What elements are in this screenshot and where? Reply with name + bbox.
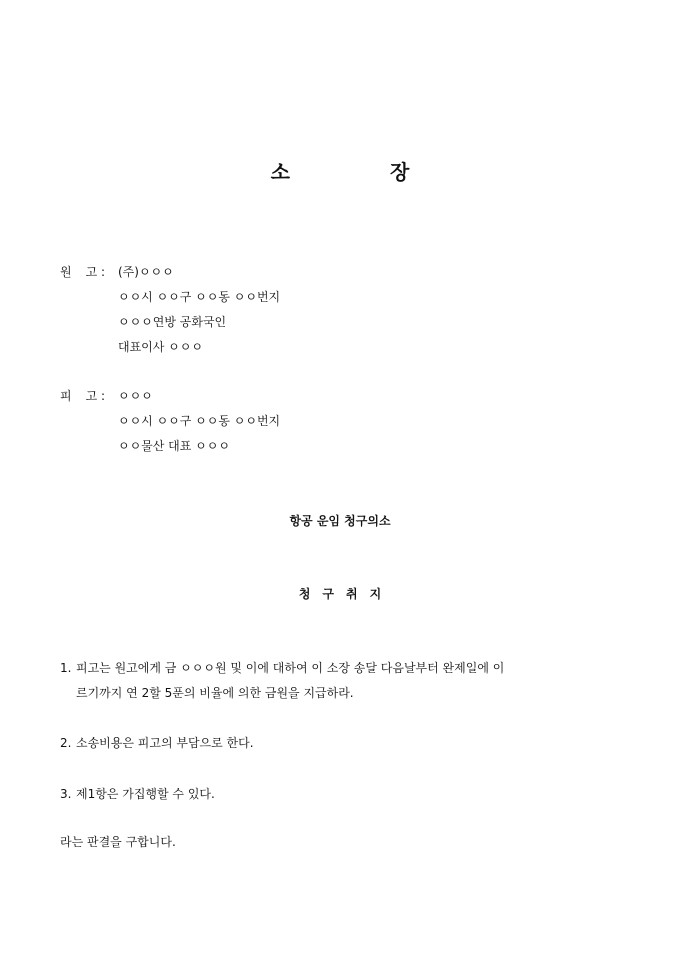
claim-text-continued: 르기까지 연 2할 5푼의 비율에 의한 금원을 지급하라.: [76, 686, 354, 700]
defendant-block: [60, 384, 280, 459]
claim-number: 1.: [60, 661, 72, 675]
claim-item-2: [60, 731, 630, 756]
plaintiff-block: [60, 260, 280, 360]
claim-item-1: [60, 656, 630, 706]
defendant-address: ㅇㅇ시 ㅇㅇ구 ㅇㅇ동 ㅇㅇ번지: [118, 414, 281, 428]
title-char-jang: 장: [390, 160, 410, 184]
claim-text: 제1항은 가집행할 수 있다.: [76, 787, 215, 801]
heading-char: 구: [322, 587, 334, 601]
claim-text: 피고는 원고에게 금 ㅇㅇㅇ원 및 이에 대하여 이 소장 송달 다음날부터 완제일에 이: [76, 661, 505, 675]
claim-item-3: [60, 782, 630, 807]
heading-char: 지: [369, 587, 382, 601]
plaintiff-address: ㅇㅇ시 ㅇㅇ구 ㅇㅇ동 ㅇㅇ번지: [118, 290, 281, 304]
heading-char: 취: [346, 587, 358, 601]
plaintiff-name: (주)ㅇㅇㅇ: [118, 265, 174, 279]
heading-char: 청: [298, 587, 311, 601]
closing-text: 라는 판결을 구합니다.: [60, 835, 176, 849]
defendant-name: ㅇㅇㅇ: [118, 389, 153, 403]
document-title: [0, 156, 680, 185]
title-char-so: 소: [270, 160, 290, 184]
plaintiff-representative: 대표이사 ㅇㅇㅇ: [118, 340, 203, 354]
claim-text: 소송비용은 피고의 부담으로 한다.: [76, 736, 254, 750]
defendant-label: 피 고 :: [60, 389, 106, 403]
case-title: 항공 운임 청구의소: [289, 514, 391, 528]
section-heading: [0, 585, 680, 602]
plaintiff-label: 원 고 :: [60, 265, 106, 279]
claim-number: 2.: [60, 736, 72, 750]
claim-number: 3.: [60, 787, 72, 801]
defendant-business: ㅇㅇ물산 대표 ㅇㅇㅇ: [118, 439, 230, 453]
plaintiff-org: ㅇㅇㅇ연방 공화국인: [118, 315, 227, 329]
